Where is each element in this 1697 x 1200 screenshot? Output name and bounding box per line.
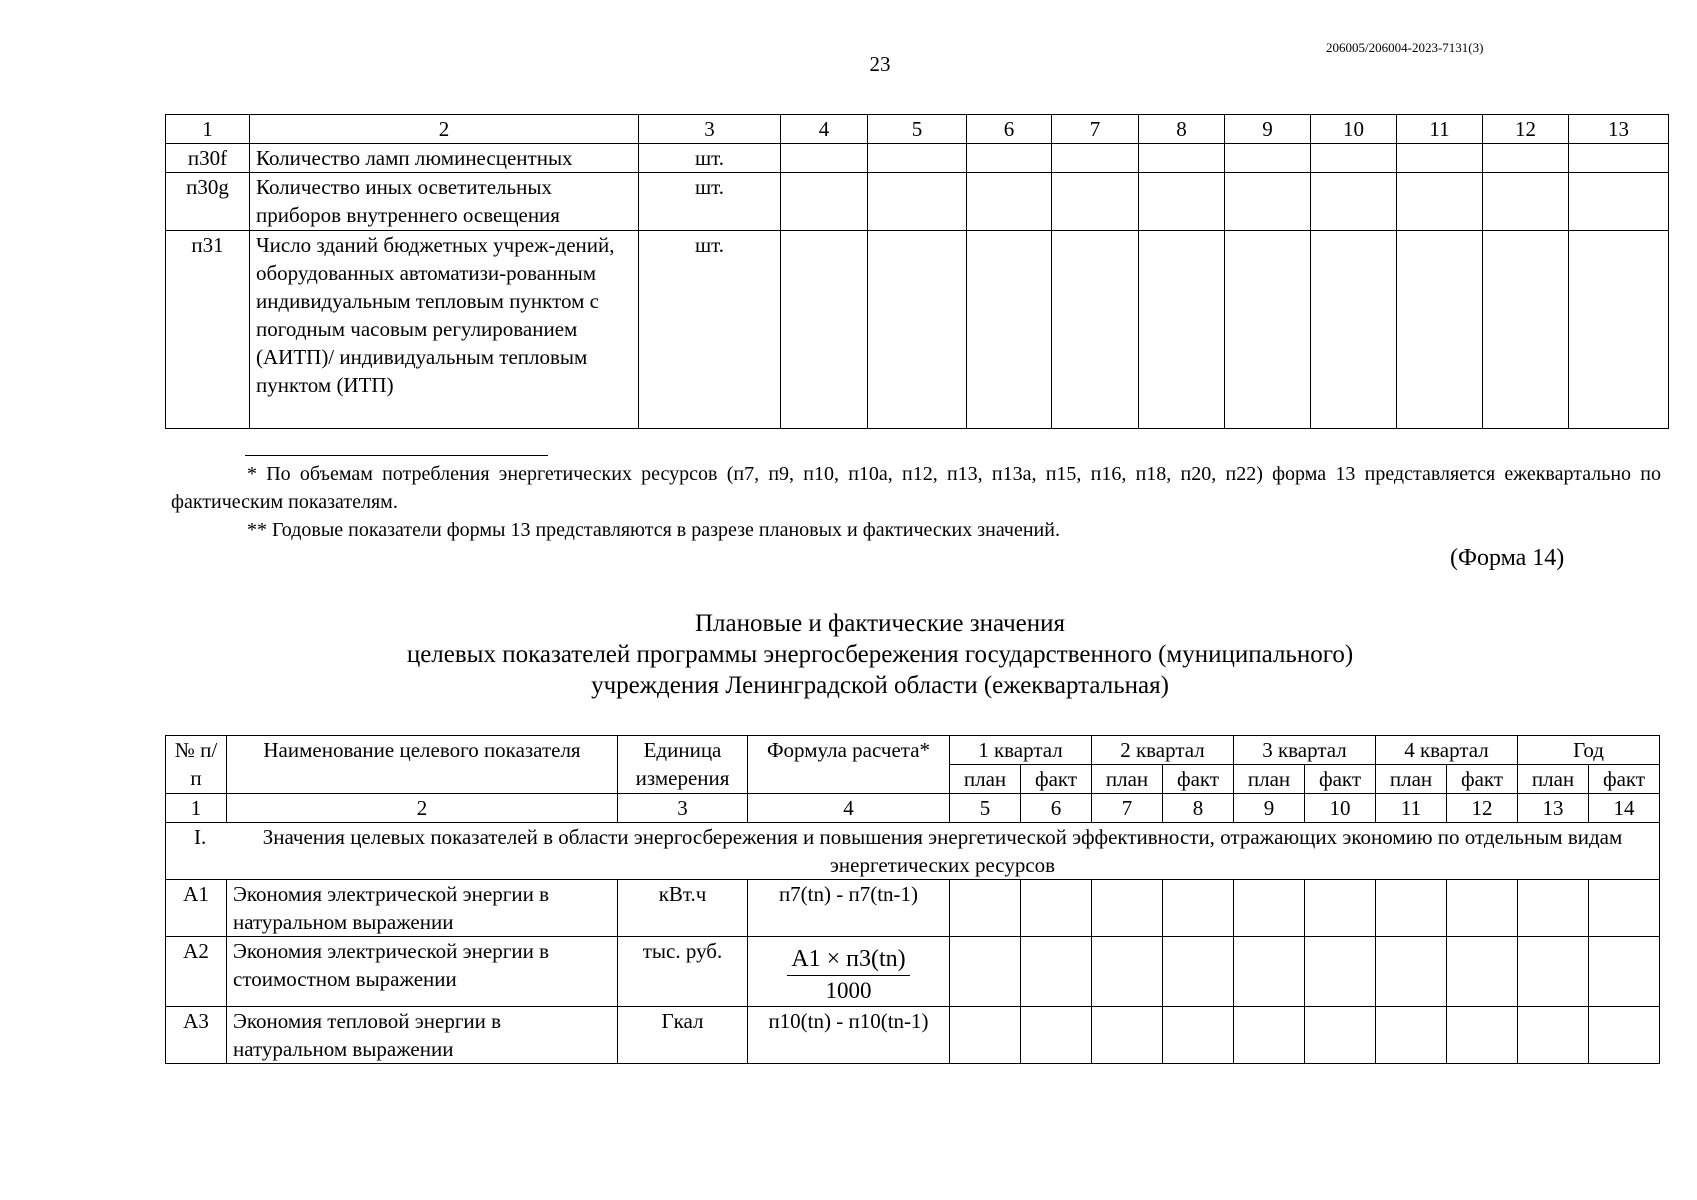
col-number: 4 xyxy=(781,115,868,144)
value-cell xyxy=(1021,937,1092,1007)
value-cell xyxy=(967,173,1052,231)
header-year: Год xyxy=(1518,736,1660,765)
row-unit: тыс. руб. xyxy=(618,937,748,1007)
value-cell xyxy=(1518,937,1589,1007)
header-name: Наименование целевого показателя xyxy=(227,736,618,794)
row-name: Экономия электрической энергии в стоимостном выражении xyxy=(227,937,618,1007)
row-code: А2 xyxy=(166,937,227,1007)
row-unit: шт. xyxy=(639,144,781,173)
col-number: 1 xyxy=(166,794,227,823)
footnotes xyxy=(171,460,1661,544)
column-number-row xyxy=(166,794,1660,823)
row-name: Число зданий бюджетных учреж-дений, оборудованных автоматизи-рованным индивидуальным тепловым пунктом с погодным часовым регулированием (АИТП)/ индивидуальным тепловым пунктом (ИТП) xyxy=(250,231,639,429)
col-number: 9 xyxy=(1225,115,1311,144)
table-row xyxy=(166,173,1669,231)
value-cell xyxy=(1225,173,1311,231)
table-row xyxy=(166,880,1660,937)
header-plan: план xyxy=(1092,765,1163,794)
footnote-separator xyxy=(245,455,548,456)
value-cell xyxy=(1311,144,1397,173)
value-cell xyxy=(1163,1007,1234,1064)
table-row xyxy=(166,231,1669,429)
header-formula: Формула расчета* xyxy=(748,736,950,794)
value-cell xyxy=(1052,173,1139,231)
value-cell xyxy=(1376,937,1447,1007)
value-cell xyxy=(1376,1007,1447,1064)
table-form13-continuation xyxy=(165,114,1669,429)
table-form14 xyxy=(165,735,1660,1064)
value-cell xyxy=(1569,231,1669,429)
value-cell xyxy=(868,231,967,429)
value-cell xyxy=(1518,1007,1589,1064)
value-cell xyxy=(1139,144,1225,173)
value-cell xyxy=(1447,1007,1518,1064)
value-cell xyxy=(1092,937,1163,1007)
section-row xyxy=(166,823,1660,880)
row-unit: кВт.ч xyxy=(618,880,748,937)
footnote-2: ** Годовые показатели формы 13 представляются в разрезе плановых и фактических значений. xyxy=(247,519,1060,541)
header-plan: план xyxy=(1234,765,1305,794)
col-number: 3 xyxy=(639,115,781,144)
header-plan: план xyxy=(1376,765,1447,794)
row-code: п31 xyxy=(166,231,250,429)
value-cell xyxy=(1163,880,1234,937)
value-cell xyxy=(1092,1007,1163,1064)
header-fact: факт xyxy=(1589,765,1660,794)
value-cell xyxy=(1397,231,1483,429)
formula-numerator: А1 × п3(tn) xyxy=(787,943,909,976)
value-cell xyxy=(868,173,967,231)
value-cell xyxy=(950,1007,1021,1064)
row-code: А3 xyxy=(166,1007,227,1064)
col-number: 10 xyxy=(1311,115,1397,144)
form14-title xyxy=(0,608,1697,701)
section-cell xyxy=(166,823,1660,880)
header-fact: факт xyxy=(1447,765,1518,794)
row-unit: шт. xyxy=(639,231,781,429)
col-number: 8 xyxy=(1139,115,1225,144)
value-cell xyxy=(967,231,1052,429)
col-number: 7 xyxy=(1092,794,1163,823)
col-number: 6 xyxy=(1021,794,1092,823)
value-cell xyxy=(1052,144,1139,173)
formula-denominator: 1000 xyxy=(825,978,872,1003)
col-number: 5 xyxy=(950,794,1021,823)
title-line: Плановые и фактические значения xyxy=(694,610,1066,637)
header-quarter-2: 2 квартал xyxy=(1092,736,1234,765)
col-number: 13 xyxy=(1518,794,1589,823)
row-code: п30g xyxy=(166,173,250,231)
row-formula: п10(tn) - п10(tn-1) xyxy=(748,1007,950,1064)
header-fact: факт xyxy=(1305,765,1376,794)
section-text: Значения целевых показателей в области энергосбережения и повышения энергетической эффективности, отражающих экономию по отдельным видам энергетических ресурсов xyxy=(262,825,1623,877)
row-code: п30f xyxy=(166,144,250,173)
value-cell xyxy=(1021,880,1092,937)
col-number: 7 xyxy=(1052,115,1139,144)
col-number: 9 xyxy=(1234,794,1305,823)
value-cell xyxy=(950,937,1021,1007)
value-cell xyxy=(1052,231,1139,429)
value-cell xyxy=(1225,231,1311,429)
header-quarter-3: 3 квартал xyxy=(1234,736,1376,765)
value-cell xyxy=(1376,880,1447,937)
value-cell xyxy=(1518,880,1589,937)
value-cell xyxy=(1225,144,1311,173)
value-cell xyxy=(967,144,1052,173)
value-cell xyxy=(1234,937,1305,1007)
header-plan: план xyxy=(1518,765,1589,794)
row-formula: п7(tn) - п7(tn-1) xyxy=(748,880,950,937)
header-quarter-1: 1 квартал xyxy=(950,736,1092,765)
value-cell xyxy=(781,144,868,173)
row-unit: Гкал xyxy=(618,1007,748,1064)
header-row xyxy=(166,736,1660,765)
value-cell xyxy=(1021,1007,1092,1064)
column-number-row xyxy=(166,115,1669,144)
value-cell xyxy=(1139,173,1225,231)
document-id: 206005/206004-2023-7131(3) xyxy=(1326,40,1484,55)
footnote-1: * По объемам потребления энергетических ресурсов (п7, п9, п10, п10а, п12, п13, п13а, п15, п16, п18, п20, п22) форма 13 представляется ежеквартально по фактическим показателям. xyxy=(171,463,1661,513)
row-unit: шт. xyxy=(639,173,781,231)
value-cell xyxy=(1163,937,1234,1007)
col-number: 1 xyxy=(166,115,250,144)
value-cell xyxy=(1311,231,1397,429)
value-cell xyxy=(1397,144,1483,173)
col-number: 3 xyxy=(618,794,748,823)
value-cell xyxy=(950,880,1021,937)
col-number: 2 xyxy=(250,115,639,144)
value-cell xyxy=(1305,937,1376,1007)
header-unit: Единица измерения xyxy=(618,736,748,794)
header-num: № п/п xyxy=(166,736,227,794)
header-fact: факт xyxy=(1021,765,1092,794)
value-cell xyxy=(868,144,967,173)
value-cell xyxy=(1483,231,1569,429)
col-number: 12 xyxy=(1483,115,1569,144)
value-cell xyxy=(1305,880,1376,937)
row-name: Экономия тепловой энергии в натуральном выражении xyxy=(227,1007,618,1064)
formula-fraction xyxy=(787,943,909,1006)
col-number: 6 xyxy=(967,115,1052,144)
row-name: Количество ламп люминесцентных xyxy=(250,144,639,173)
value-cell xyxy=(781,173,868,231)
title-line: целевых показателей программы энергосбережения государственного (муниципального) xyxy=(406,641,1354,668)
value-cell xyxy=(1589,937,1660,1007)
value-cell xyxy=(1234,880,1305,937)
table-row xyxy=(166,1007,1660,1064)
col-number: 11 xyxy=(1376,794,1447,823)
value-cell xyxy=(1447,880,1518,937)
value-cell xyxy=(1305,1007,1376,1064)
form-label: (Форма 14) xyxy=(1450,545,1565,571)
col-number: 12 xyxy=(1447,794,1518,823)
value-cell xyxy=(1092,880,1163,937)
header-fact: факт xyxy=(1163,765,1234,794)
value-cell xyxy=(1483,173,1569,231)
title-line: учреждения Ленинградской области (ежеквартальная) xyxy=(591,672,1169,699)
col-number: 4 xyxy=(748,794,950,823)
col-number: 8 xyxy=(1163,794,1234,823)
value-cell xyxy=(1569,144,1669,173)
value-cell xyxy=(1569,173,1669,231)
row-name: Экономия электрической энергии в натуральном выражении xyxy=(227,880,618,937)
header-plan: план xyxy=(950,765,1021,794)
table-row xyxy=(166,144,1669,173)
col-number: 2 xyxy=(227,794,618,823)
value-cell xyxy=(1589,880,1660,937)
table-row xyxy=(166,937,1660,1007)
col-number: 13 xyxy=(1569,115,1669,144)
value-cell xyxy=(1234,1007,1305,1064)
col-number: 14 xyxy=(1589,794,1660,823)
header-quarter-4: 4 квартал xyxy=(1376,736,1518,765)
page-number: 23 xyxy=(869,52,891,76)
value-cell xyxy=(1311,173,1397,231)
row-code: А1 xyxy=(166,880,227,937)
col-number: 11 xyxy=(1397,115,1483,144)
value-cell xyxy=(1139,231,1225,429)
col-number: 5 xyxy=(868,115,967,144)
value-cell xyxy=(1589,1007,1660,1064)
section-label: I. xyxy=(194,825,207,849)
value-cell xyxy=(781,231,868,429)
row-formula xyxy=(748,937,950,1007)
value-cell xyxy=(1397,173,1483,231)
col-number: 10 xyxy=(1305,794,1376,823)
row-name: Количество иных осветительных приборов внутреннего освещения xyxy=(250,173,639,231)
value-cell xyxy=(1447,937,1518,1007)
value-cell xyxy=(1483,144,1569,173)
